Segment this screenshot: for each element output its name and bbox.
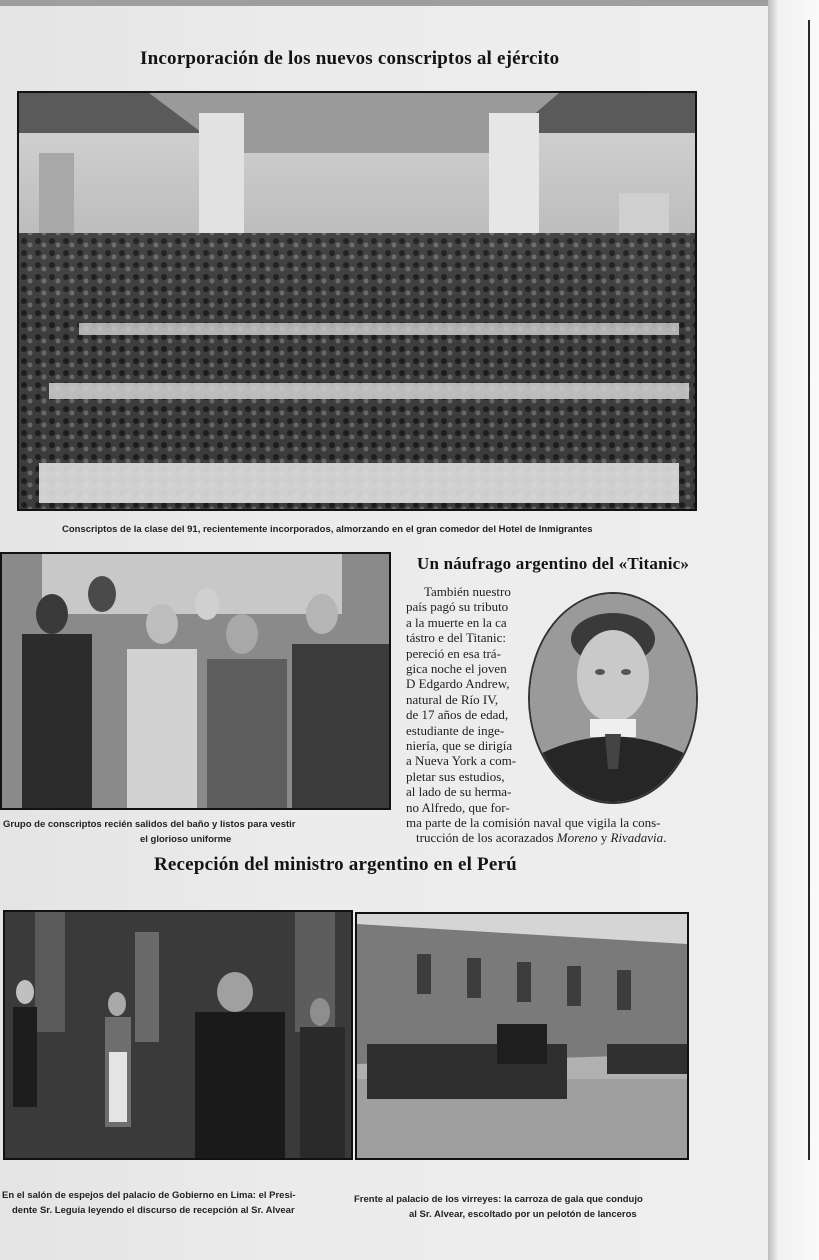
article-line: pletar sus estudios,	[406, 768, 505, 784]
photo-dining-hall	[17, 91, 697, 511]
page-binding-edge	[768, 0, 819, 1260]
article-line-wide-1: ma parte de la comisión naval que vigila la cons-	[406, 815, 661, 830]
article-line: pereció en esa trá-	[406, 645, 501, 661]
article-line: tástro e del Titanic:	[406, 630, 507, 646]
photo-3-caption-line-1: En el salón de espejos del palacio de Gobierno en Lima: el Presi-	[2, 1190, 296, 1201]
hall-of-mirrors-image	[5, 912, 351, 1158]
article-line: a la muerte en la ca	[406, 614, 507, 630]
photo-2-caption-line-1: Grupo de conscriptos recién salidos del baño y listos para vestir	[3, 819, 296, 830]
palace-street-image	[357, 914, 687, 1158]
photo-palace-street	[355, 912, 689, 1160]
article-line: a Nueva York a com-	[406, 753, 517, 769]
photo-3-caption-line-2: dente Sr. Leguía leyendo el discurso de recepción al Sr. Alvear	[12, 1205, 295, 1216]
photo-hall-of-mirrors	[3, 910, 353, 1160]
photo-4-caption-line-2: al Sr. Alvear, escoltado por un pelotón de lanceros	[409, 1209, 637, 1220]
portrait-edgardo-andrew	[528, 592, 698, 804]
page-top-edge	[0, 0, 768, 6]
photo-conscripts-group	[0, 552, 391, 810]
article-line: natural de Río IV,	[406, 691, 499, 707]
article-line-wide-2-end: .	[663, 830, 667, 845]
article-line: niería, que se dirigía	[406, 738, 513, 754]
portrait-image	[530, 594, 696, 802]
article-line: También nuestro	[424, 584, 511, 599]
page-title: Incorporación de los nuevos conscriptos al ejército	[140, 48, 560, 69]
dining-hall-image	[19, 93, 695, 509]
article-line-wide-2-and: y	[597, 830, 611, 845]
article-body	[406, 584, 526, 815]
article-line: país pagó su tributo	[406, 599, 509, 615]
photo-4-caption-line-1: Frente al palacio de los virreyes: la carroza de gala que condujo	[354, 1194, 643, 1205]
ship-name-moreno: Moreno	[556, 830, 598, 845]
photo-2-caption-line-2: el glorioso uniforme	[140, 834, 232, 845]
article-line: no Alfredo, que for-	[406, 799, 510, 815]
section-2-title: Recepción del ministro argentino en el Perú	[154, 854, 517, 875]
article-line-wide-2	[416, 830, 666, 845]
article-line-wide-2-prefix: trucción de los acorazados	[416, 830, 557, 845]
photo-1-caption: Conscriptos de la clase del 91, recientemente incorporados, almorzando en el gran comedor del Hotel de Inmigrantes	[62, 524, 593, 535]
article-title: Un náufrago argentino del «Titanic»	[417, 554, 690, 573]
article-line: de 17 años de edad,	[406, 707, 509, 723]
conscripts-group-image	[2, 554, 389, 808]
article-line: estudiante de inge-	[406, 722, 505, 738]
ship-name-rivadavia: Rivadavia	[610, 830, 664, 845]
article-line: D Edgardo Andrew,	[406, 676, 510, 692]
article-line: gica noche el joven	[406, 661, 507, 677]
article-line: al lado de su herma-	[406, 784, 512, 800]
